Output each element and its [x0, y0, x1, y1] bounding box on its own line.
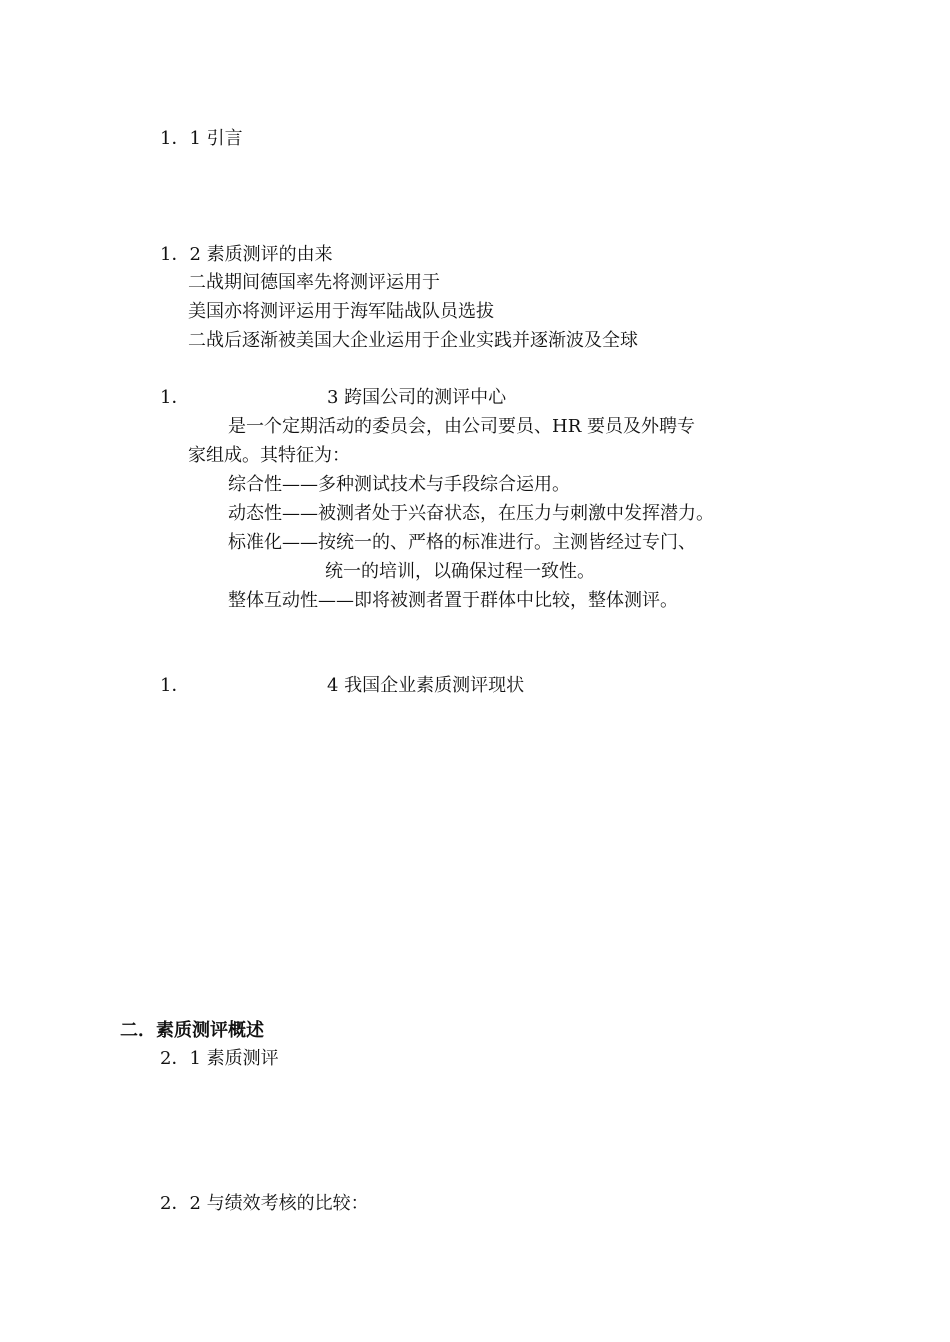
section-heading-2: 二．素质测评概述	[120, 1020, 264, 1041]
paragraph-line: 二战后逐渐被美国大企业运用于企业实践并逐渐波及全球	[188, 330, 638, 351]
heading-number-1-3: 1．	[160, 387, 190, 408]
feature-line: 整体互动性——即将被测者置于群体中比较，整体测评。	[228, 590, 678, 611]
heading-number: 1．	[160, 244, 190, 265]
heading-number: 1．	[160, 128, 190, 149]
heading-title-1-4: 4 我国企业素质测评现状	[327, 675, 525, 696]
paragraph-line: 家组成。其特征为：	[188, 445, 350, 466]
heading-title-1-3: 3 跨国公司的测评中心	[327, 387, 507, 408]
feature-line: 标准化——按统一的、严格的标准进行。主测皆经过专门、	[228, 532, 696, 553]
heading-2-1: 2．1 素质测评	[160, 1048, 279, 1069]
heading-2-2: 2．2 与绩效考核的比较：	[160, 1193, 369, 1214]
paragraph-line: 美国亦将测评运用于海军陆战队员选拔	[188, 301, 494, 322]
paragraph-line: 二战期间德国率先将测评运用于	[188, 272, 440, 293]
heading-1-2	[160, 244, 333, 266]
heading-title: 2 素质测评的由来	[189, 244, 333, 265]
feature-line: 动态性——被测者处于兴奋状态，在压力与刺激中发挥潜力。	[228, 503, 714, 524]
feature-line: 综合性——多种测试技术与手段综合运用。	[228, 474, 570, 495]
feature-line: 统一的培训，以确保过程一致性。	[325, 561, 595, 582]
heading-number-1-4: 1．	[160, 675, 190, 696]
heading-1-1	[160, 128, 243, 150]
paragraph-line: 是一个定期活动的委员会，由公司要员、HR 要员及外聘专	[228, 416, 695, 437]
heading-title: 1 引言	[189, 128, 243, 149]
